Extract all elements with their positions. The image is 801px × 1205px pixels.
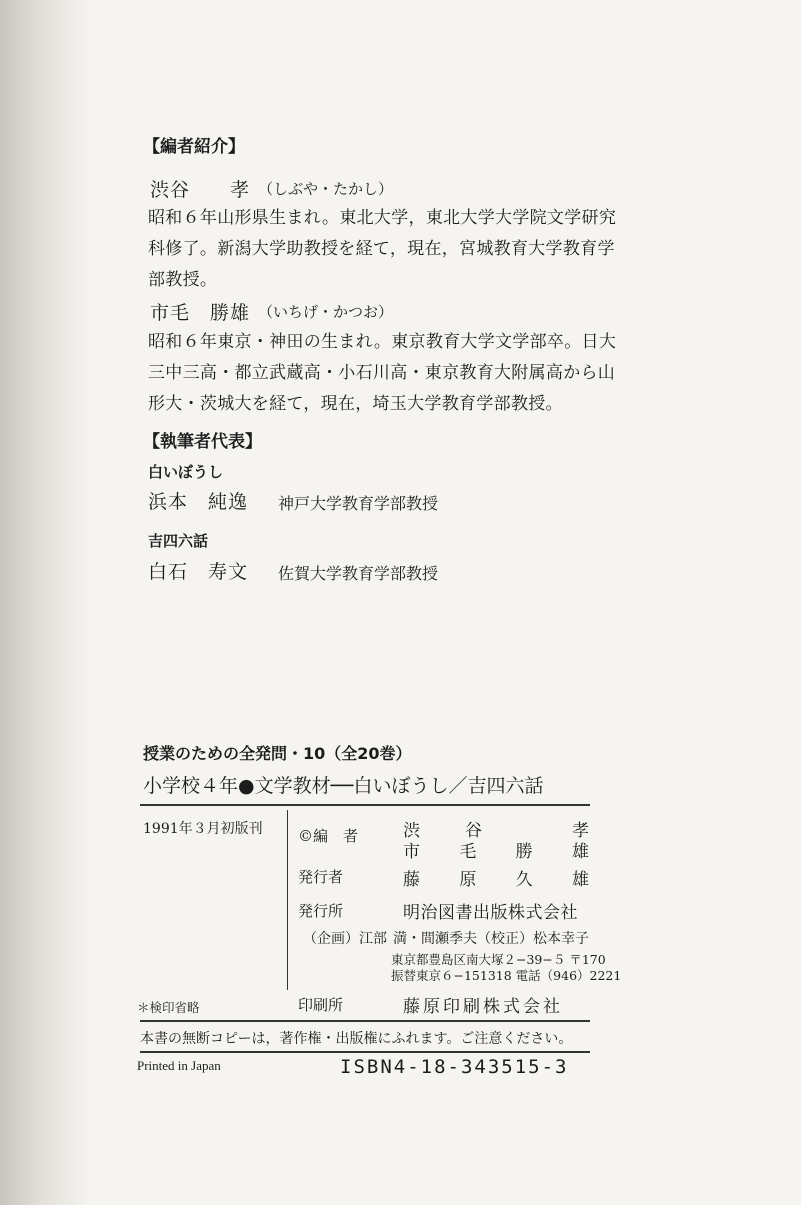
editor1-name: 渋谷 孝	[150, 179, 251, 201]
author1-name: 浜本 純逸	[148, 491, 249, 513]
author1-section: 白いぼうし	[148, 463, 224, 481]
planning-label: （企画）江部	[303, 931, 387, 947]
editor-name-char: 市	[403, 842, 420, 862]
editor1-bio: 昭和６年山形県生まれ。東北大学，東北大学大学院文学研究科修了。新潟大学助教授を経て，現在，宮城教育大学教育学部教授。	[148, 208, 617, 290]
rule-bottom	[140, 1051, 590, 1053]
series-title: 授業のための全発問・10（全20巻）	[143, 744, 412, 763]
company-name: 明治図書出版株式会社	[403, 903, 578, 923]
printer-name: 藤原印刷株式会社	[403, 997, 563, 1017]
first-edition-date: 1991年３月初版刊	[143, 821, 263, 837]
publisher-name-char: 原	[459, 870, 477, 890]
publisher-name-char: 雄	[571, 870, 589, 890]
editor2-bio: 昭和６年東京・神田の生まれ。東京教育大学文学部卒。日大三中三高・都立武蔵高・小石川高・東京教育大附属高から山形大・茨城大を経て，現在，埼玉大学教育学部教授。	[148, 332, 617, 414]
author2-position: 佐賀大学教育学部教授	[278, 564, 439, 583]
company-label: 発行所	[298, 902, 344, 920]
rule-mid	[140, 1020, 590, 1022]
printer-label: 印刷所	[298, 996, 344, 1014]
book-title: 小学校４年●文学教材──白いぼうし／吉四六話	[143, 775, 544, 797]
isbn: ISBN4-18-343515-3	[340, 1056, 569, 1078]
editors-label: ©編 者	[298, 827, 359, 845]
planning-names: 満・間瀬季夫（校正）松本幸子	[393, 931, 589, 947]
printed-in: Printed in Japan	[137, 1058, 221, 1073]
editor2-name: 市毛 勝雄	[150, 302, 251, 324]
editor-name-char: 勝	[515, 842, 533, 862]
editor-name-char: 雄	[571, 842, 589, 862]
editor-name-char: 渋	[403, 821, 420, 841]
publisher-name-char: 藤	[403, 870, 420, 890]
editor2-reading: （いちげ・かつお）	[258, 303, 394, 321]
editor-name-char: 孝	[572, 821, 589, 841]
rule-top	[140, 804, 590, 806]
editor-name-char: 谷	[465, 821, 482, 841]
publisher-name	[403, 865, 589, 890]
author1-position: 神戸大学教育学部教授	[278, 494, 439, 513]
editor1-reading: （しぶや・たかし）	[258, 180, 394, 198]
address: 東京都豊島区南大塚２−39−５ 〒170	[391, 952, 606, 967]
publisher-name-char: 久	[515, 870, 533, 890]
author2-name: 白石 寿文	[148, 561, 249, 583]
transfer-phone: 振替東京６−151318 電話（946）2221	[391, 968, 622, 983]
editors-heading: 【編者紹介】	[143, 137, 245, 157]
authors-heading: 【執筆者代表】	[143, 432, 262, 452]
editor-name-char: 毛	[459, 842, 477, 862]
rule-vertical	[287, 810, 288, 990]
author2-section: 吉四六話	[148, 532, 209, 550]
editor-names-line2	[403, 837, 589, 862]
copyright-notice: 本書の無断コピーは，著作権・出版権にふれます。ご注意ください。	[140, 1031, 573, 1047]
publisher-label: 発行者	[298, 868, 344, 886]
seal-note: ＊検印省略	[137, 1000, 200, 1015]
